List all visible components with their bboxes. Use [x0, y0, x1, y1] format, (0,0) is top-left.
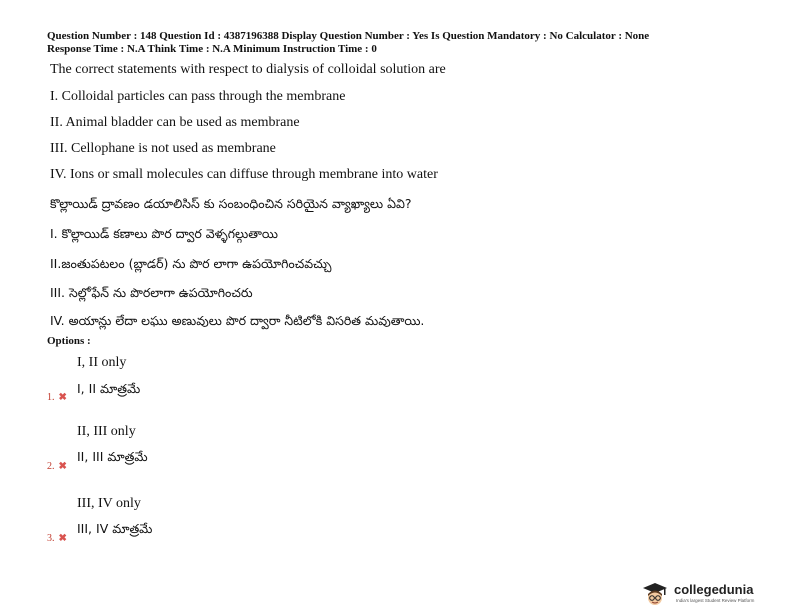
option-1-number-label: 1. — [47, 392, 55, 403]
statement-1-english: I. Colloidal particles can pass through the membrane — [50, 89, 346, 104]
question-meta-line-2: Response Time : N.A Think Time : N.A Minimum Instruction Time : 0 — [47, 43, 377, 55]
statement-1-telugu: I. కొల్లాయిడ్ కణాలు పొర ద్వార వెళ్ళగల్గుతాయి — [50, 226, 278, 241]
statement-4-english: IV. Ions or small molecules can diffuse through membrane into water — [50, 167, 438, 182]
option-1-telugu[interactable]: I, II మాత్రమే — [77, 381, 141, 396]
statement-3-telugu: III. సెల్లోఫేన్ ను పొరలాగా ఉపయోగించరు — [50, 285, 253, 300]
option-2-telugu[interactable]: II, III మాత్రమే — [77, 449, 148, 464]
option-1-number[interactable] — [47, 392, 67, 403]
collegedunia-logo — [640, 580, 790, 608]
option-3-number[interactable] — [47, 533, 67, 544]
question-meta-line-1: Question Number : 148 Question Id : 4387196388 Display Question Number : Yes Is Question Mandatory : No Calculator : None — [47, 30, 650, 42]
question-stem-telugu: కొల్లాయిడ్ ద్రావణం డయాలిసిస్ కు సంబంధించిన సరియైన వ్యాఖ్యాలు ఏవి? — [50, 196, 412, 211]
option-3-telugu[interactable]: III, IV మాత్రమే — [77, 521, 153, 536]
option-2-number[interactable] — [47, 461, 67, 472]
options-label: Options : — [47, 335, 91, 347]
logo-name: collegedunia — [674, 582, 754, 597]
wrong-mark-icon: ✖ — [58, 461, 67, 472]
logo-tagline: India's largest Student Review Platform — [676, 598, 755, 603]
option-2-number-label: 2. — [47, 461, 55, 472]
option-3-number-label: 3. — [47, 533, 55, 544]
graduate-mascot-icon — [640, 580, 670, 608]
statement-3-english: III. Cellophane is not used as membrane — [50, 141, 276, 156]
option-2-english[interactable]: II, III only — [77, 424, 136, 439]
option-1-english[interactable]: I, II only — [77, 355, 127, 370]
statement-4-telugu: IV. అయాన్లు లేదా లఘు అణువులు పొర ద్వారా నీటిలోకి విసరిత మవుతాయి. — [50, 313, 425, 328]
question-stem-english: The correct statements with respect to dialysis of colloidal solution are — [50, 62, 446, 77]
wrong-mark-icon: ✖ — [58, 392, 67, 403]
wrong-mark-icon: ✖ — [58, 533, 67, 544]
statement-2-telugu: II.జంతుపటలం (బ్లాడర్) ను పొర లాగా ఉపయోగించవచ్చు — [50, 256, 332, 271]
option-3-english[interactable]: III, IV only — [77, 496, 141, 511]
statement-2-english: II. Animal bladder can be used as membrane — [50, 115, 300, 130]
